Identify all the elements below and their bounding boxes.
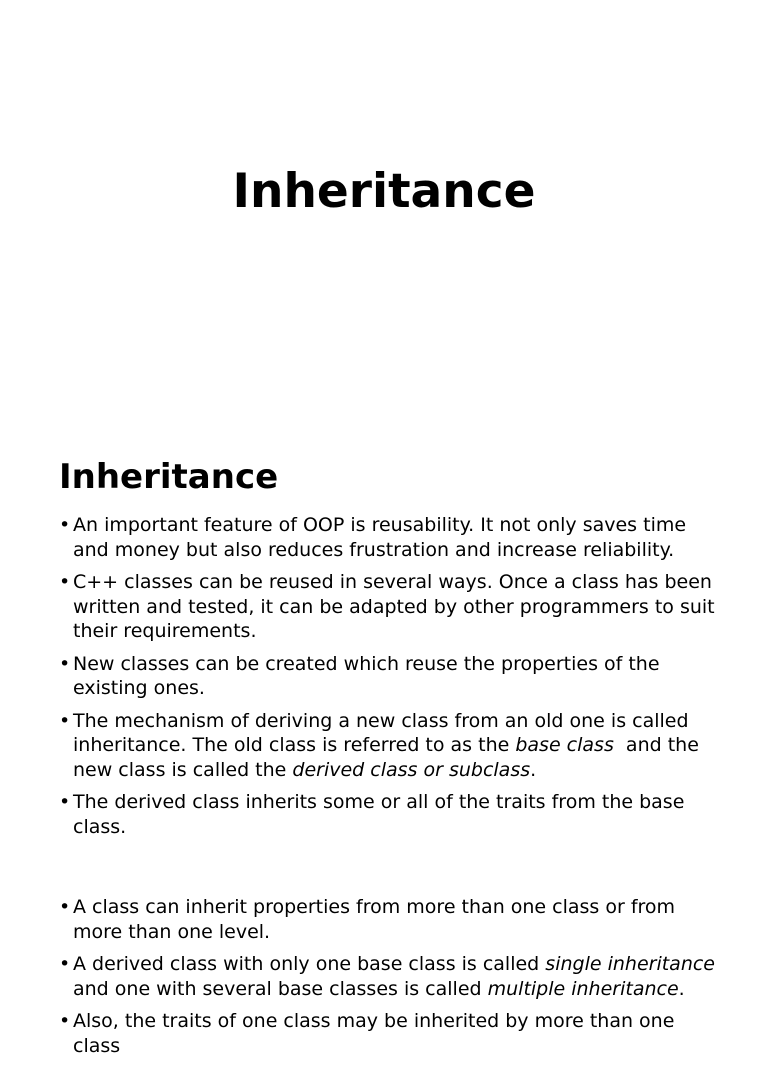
content-slide-inheritance xyxy=(0,430,768,870)
bullet-dot: • xyxy=(59,709,71,732)
bullet-item xyxy=(59,652,719,701)
slide-title: Inheritance xyxy=(232,164,536,219)
bullet-emphasis: single inheritance xyxy=(545,953,715,975)
bullet-item xyxy=(59,513,719,562)
bullet-text: New classes can be created which reuse the properties of the existing ones. xyxy=(73,652,660,699)
bullet-text: Also, the traits of one class may be inherited by more than one class xyxy=(73,1010,675,1057)
bullet-dot: • xyxy=(59,953,71,975)
bullet-dot: • xyxy=(59,571,71,593)
bullet-dot: • xyxy=(59,652,71,675)
bullet-dot: • xyxy=(59,791,71,813)
bullet-text-end: . xyxy=(678,977,685,1000)
bullet-text-middle: and one with several base classes is called xyxy=(73,977,488,1000)
bullet-dot: • xyxy=(59,514,71,536)
bullet-text-start: The mechanism of deriving a new class from an old one is called inheritance. The old class is referred to as the xyxy=(73,709,689,756)
title-slide xyxy=(0,0,768,430)
bullet-dot: • xyxy=(59,1010,71,1032)
bullet-list xyxy=(59,513,719,847)
bullet-emphasis: base class xyxy=(515,734,614,756)
content-slide-inheritance-types xyxy=(0,870,768,1057)
bullet-emphasis: derived class or subclass xyxy=(292,758,531,781)
bullet-item xyxy=(59,895,719,944)
bullet-item xyxy=(59,790,719,839)
bullet-text-middle: and the new class is called the xyxy=(73,734,705,781)
bullet-dot: • xyxy=(59,896,71,918)
bullet-text: A class can inherit properties from more than one class or from more than one level. xyxy=(73,896,676,943)
bullet-list xyxy=(59,895,719,1066)
bullet-emphasis: multiple inheritance xyxy=(487,977,679,1000)
bullet-item xyxy=(59,1009,719,1058)
bullet-text-start: A derived class with only one base class is called xyxy=(73,953,546,975)
bullet-text-end: . xyxy=(530,758,537,781)
bullet-item xyxy=(59,709,719,783)
bullet-item xyxy=(59,952,719,1001)
bullet-text: C++ classes can be reused in several ways. Once a class has been written and tested, it can be adapted by other programmers to suit their requirements. xyxy=(73,571,715,642)
bullet-text: The derived class inherits some or all of the traits from the base class. xyxy=(73,791,685,838)
bullet-item xyxy=(59,570,719,644)
slide-heading: Inheritance xyxy=(59,457,279,497)
bullet-text: An important feature of OOP is reusability. It not only saves time and money but also reduces frustration and increase reliability. xyxy=(73,514,687,561)
